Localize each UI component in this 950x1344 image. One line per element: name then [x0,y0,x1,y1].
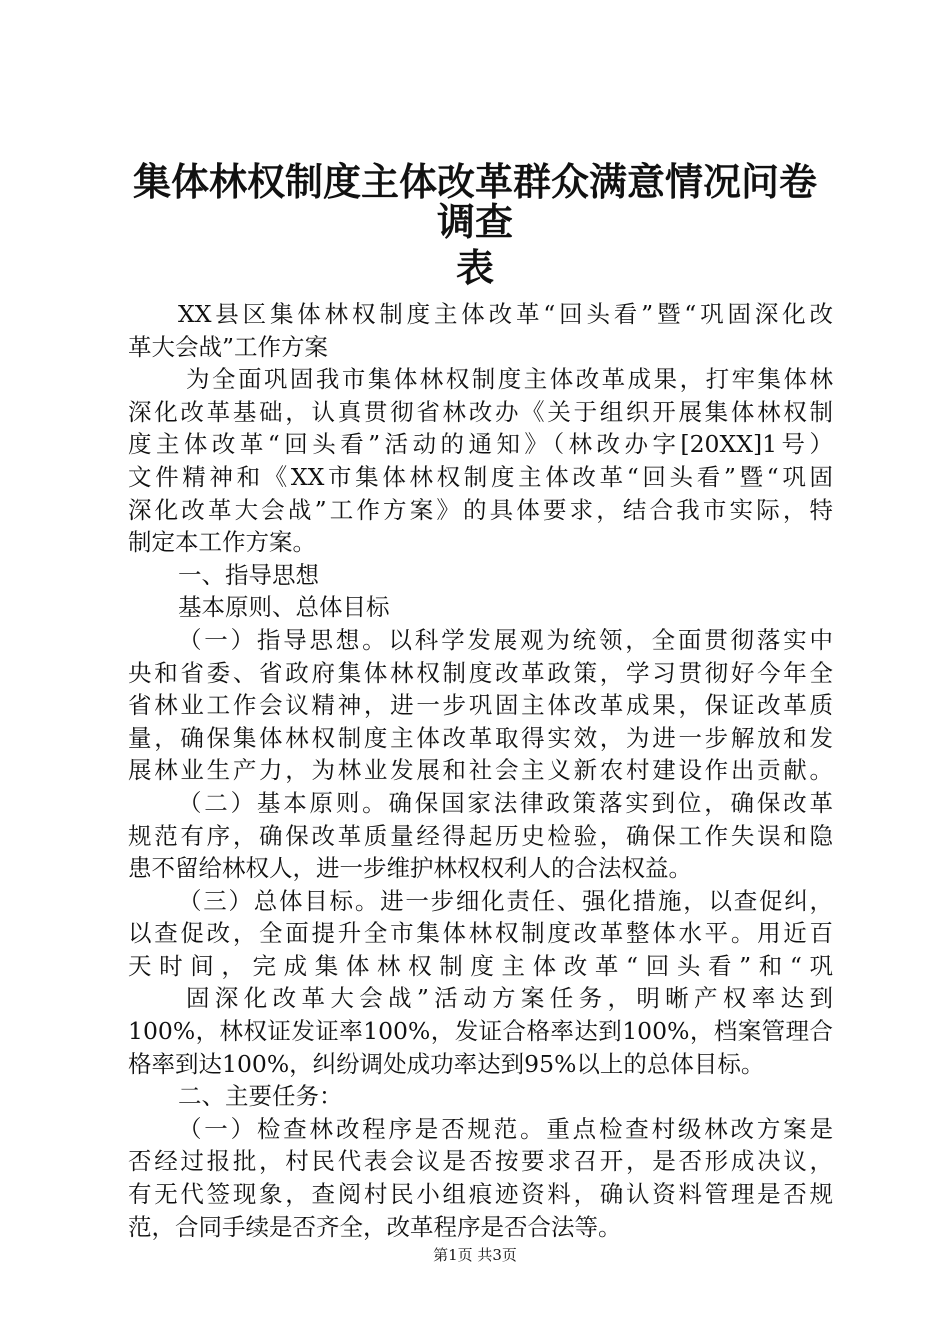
body-line: 度主体改革“回头看”活动的通知》（林改办字[20XX]1号） [128,430,833,459]
body-line: 量，确保集体林权制度主体改革取得实效，为进一步解放和发 [128,723,833,752]
section-heading: 一、指导思想 [178,560,319,589]
body-line: 天时间，完成集体林权制度主体改革“回头看”和“巩 [128,951,833,980]
body-line: （一）检查林改程序是否规范。重点检查村级林改方案是 [178,1114,833,1143]
body-line: 患不留给林权人，进一步维护林权权利人的合法权益。 [128,854,692,883]
body-line: 为全面巩固我市集体林权制度主体改革成果，打牢集体林 [186,365,833,394]
body-line: （一）指导思想。以科学发展观为统领，全面贯彻落实中 [178,625,833,654]
document-body [128,298,833,1243]
body-line: 否经过报批，村民代表会议是否按要求召开，是否形成决议， [128,1147,833,1176]
body-line: 有无代签现象，查阅村民小组痕迹资料，确认资料管理是否规 [128,1180,833,1209]
body-line: 制定本工作方案。 [128,528,316,557]
body-line: XX县区集体林权制度主体改革“回头看”暨“巩固深化改 [178,300,833,328]
body-line: 文件精神和《XX市集体林权制度主体改革“回头看”暨“巩固 [128,462,833,491]
body-line: 规范有序，确保改革质量经得起历史检验，确保工作失误和隐 [128,821,833,850]
document-title: 集体林权制度主体改革群众满意情况问卷调查 [132,160,817,244]
body-line: 省林业工作会议精神，进一步巩固主体改革成果，保证改革质 [128,691,833,720]
section-heading: 二、主要任务： [178,1082,343,1111]
document-title-continued: 表 [455,246,494,290]
body-line: 展林业生产力，为林业发展和社会主义新农村建设作出贡献。 [128,756,833,785]
body-line: （三）总体目标。进一步细化责任、强化措施，以查促纠， [178,886,833,915]
body-line: 100%，林权证发证率100%，发证合格率达到100%，档案管理合 [128,1017,833,1046]
body-line: 以查促改，全面提升全市集体林权制度改革整体水平。用近百 [128,919,833,948]
body-line: 格率到达100%，纠纷调处成功率达到95%以上的总体目标。 [128,1049,765,1078]
body-line: 固深化改革大会战”活动方案任务，明晰产权率达到 [186,984,833,1013]
body-line: 深化改革大会战”工作方案》的具体要求，结合我市实际，特 [128,495,833,524]
body-line: 央和省委、省政府集体林权制度改革政策，学习贯彻好今年全 [128,658,833,687]
page-footer: 第1页 共3页 [433,1246,517,1264]
body-line: 革大会战”工作方案 [128,332,329,361]
body-line: （二）基本原则。确保国家法律政策落实到位，确保改革 [178,788,833,817]
body-line: 范，合同手续是否齐全，改革程序是否合法等。 [128,1212,622,1241]
body-line: 深化改革基础，认真贯彻省林改办《关于组织开展集体林权制 [128,397,833,426]
section-heading: 基本原则、总体目标 [178,593,390,622]
